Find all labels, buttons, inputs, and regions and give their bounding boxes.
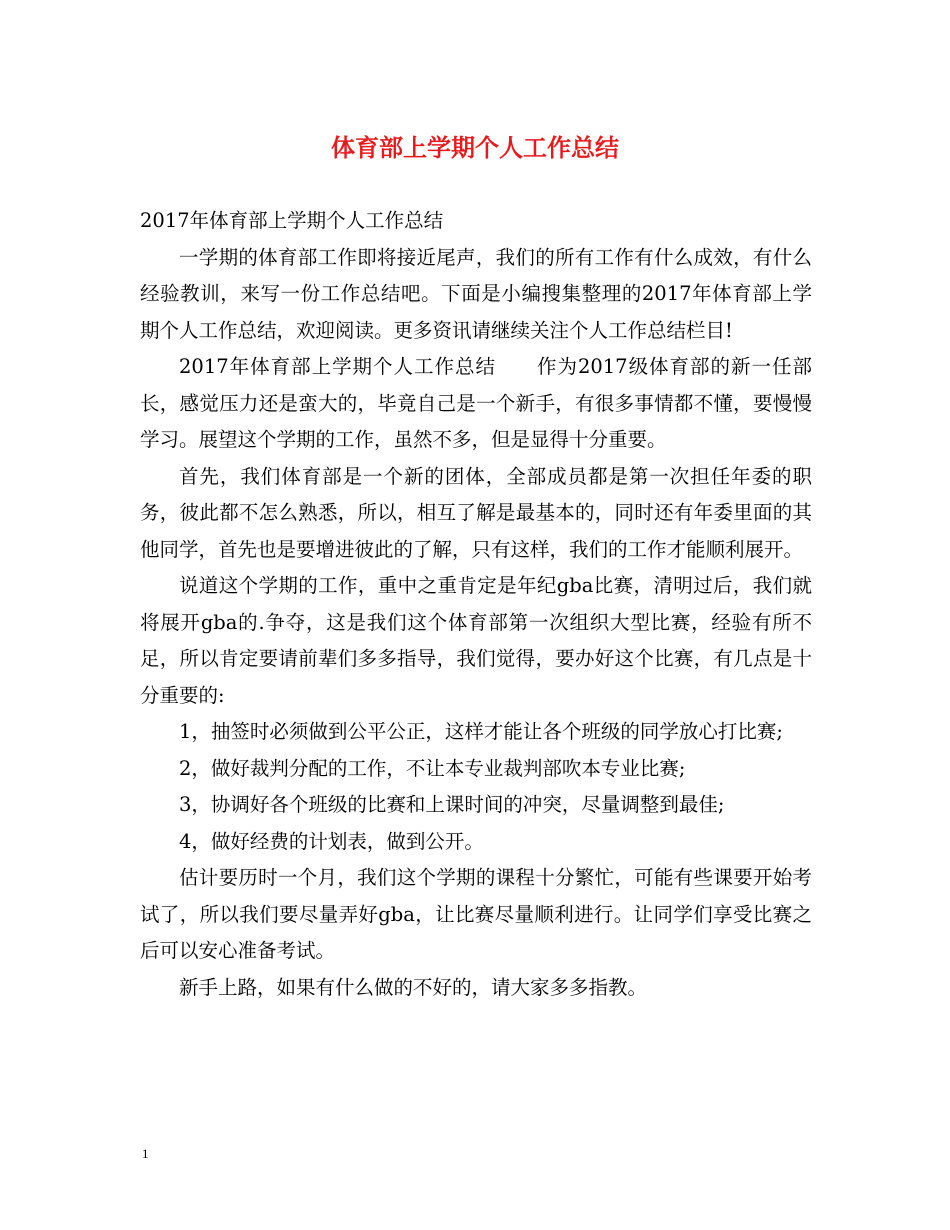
document-subtitle: 2017年体育部上学期个人工作总结: [140, 209, 444, 232]
document-title: 体育部上学期个人工作总结: [331, 134, 619, 162]
paragraph-intro: 一学期的体育部工作即将接近尾声，我们的所有工作有什么成效，有什么经验教训，来写一份工作总结吧。下面是小编搜集整理的2017年体育部上学期个人工作总结，欢迎阅读。更多资讯请继续关注个人工作总结栏目!: [140, 245, 812, 342]
list-item-2: 2，做好裁判分配的工作，不让本专业裁判部吹本专业比赛;: [179, 756, 686, 780]
list-item-3: 3，协调好各个班级的比赛和上课时间的冲突，尽量调整到最佳;: [179, 793, 725, 816]
document-body: [140, 203, 812, 1006]
page-number: 1: [142, 1146, 149, 1161]
list-item-1: 1，抽签时必须做到公平公正，这样才能让各个班级的同学放心打比赛;: [179, 720, 783, 743]
paragraph-gba: 说道这个学期的工作，重中之重肯定是年纪gba比赛，清明过后，我们就将展开gba的.争夺，这是我们这个体育部第一次组织大型比赛，经验有所不足，所以肯定要请前辈们多多指导，我们觉得，要办好这个比赛，有几点是十分重要的:: [140, 574, 812, 707]
paragraph-team: 首先，我们体育部是一个新的团体，全部成员都是第一次担任年委的职务，彼此都不怎么熟悉，所以，相互了解是最基本的，同时还有年委里面的其他同学，首先也是要增进彼此的了解，只有这样，我们的工作才能顺利展开。: [140, 464, 812, 561]
paragraph-opening: 2017年体育部上学期个人工作总结 作为2017级体育部的新一任部长，感觉压力还是蛮大的，毕竟自己是一个新手，有很多事情都不懂，要慢慢学习。展望这个学期的工作，虽然不多，但是显得十分重要。: [140, 355, 812, 451]
list-item-4: 4，做好经费的计划表，做到公开。: [179, 829, 484, 853]
paragraph-closing: 新手上路，如果有什么做的不好的，请大家多多指教。: [179, 975, 648, 999]
paragraph-schedule: 估计要历时一个月，我们这个学期的课程十分繁忙，可能有些课要开始考试了，所以我们要尽量弄好gba，让比赛尽量顺利进行。让同学们享受比赛之后可以安心准备考试。: [140, 866, 812, 962]
